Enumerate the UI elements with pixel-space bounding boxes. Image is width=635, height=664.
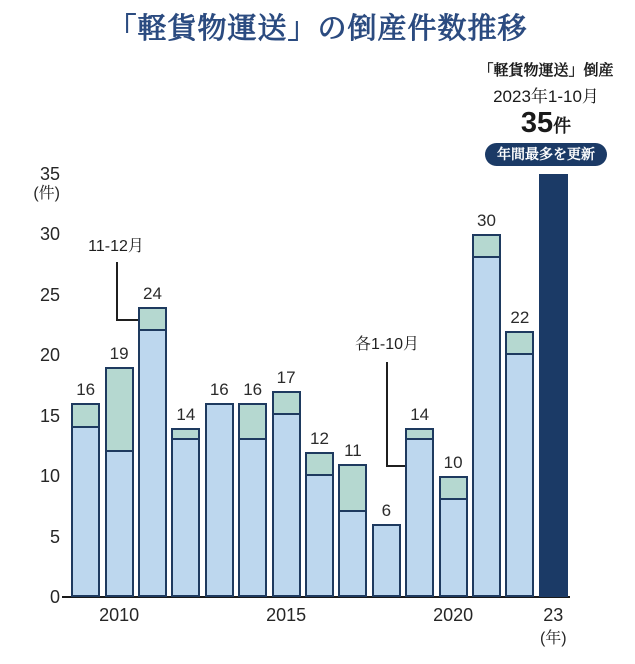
- callout-value: 35: [520, 107, 554, 140]
- bar-segment-nov-dec-2017: [340, 466, 365, 512]
- y-axis-tick-label: 10: [39, 466, 60, 486]
- x-axis-tick-label-23: 23: [543, 605, 564, 625]
- bar-segment-nov-dec-2022: [507, 333, 532, 355]
- x-axis-tick-label-2010: 2010: [99, 605, 140, 625]
- bar-value-label-2022: 22: [510, 307, 530, 327]
- bar-2014: [238, 403, 267, 597]
- bar-segment-nov-dec-2012: [173, 430, 198, 440]
- bar-segment-nov-dec-2011: [140, 309, 165, 331]
- y-axis-tick-label: 20: [39, 345, 60, 365]
- x-axis-tick-label-2015: 2015: [266, 605, 307, 625]
- callout-heading: 「軽貨物運送」倒産: [478, 62, 614, 79]
- y-axis-tick-label: 35: [39, 163, 60, 184]
- bar-2012: [171, 428, 200, 597]
- bar-segment-nov-dec-2019: [407, 430, 432, 440]
- annotation-nov-dec-label: 11-12月: [88, 238, 144, 255]
- bar-2020: [439, 476, 468, 597]
- bar-value-label-2010: 19: [109, 344, 129, 364]
- y-axis-tick-label: 0: [49, 587, 60, 607]
- x-axis-tick-label-2020: 2020: [433, 605, 474, 625]
- bar-2018: [372, 524, 401, 597]
- bar-segment-nov-dec-2021: [474, 236, 499, 258]
- bar-segment-nov-dec-2010: [107, 369, 132, 452]
- annotation-jan-oct-line-vertical: [386, 362, 388, 467]
- bar-value-label-2013: 16: [209, 380, 229, 400]
- bar-value-label-2011: 24: [143, 283, 162, 303]
- annotation-nov-dec-line-vertical: [116, 262, 118, 321]
- bar-value-label-2016: 12: [310, 428, 329, 448]
- bar-segment-nov-dec-2016: [307, 454, 332, 476]
- bar-value-label-2021: 30: [477, 211, 496, 230]
- bar-value-label-2019: 14: [410, 404, 430, 424]
- y-axis-unit-label: (件): [33, 184, 60, 202]
- bar-segment-nov-dec-2009: [73, 405, 98, 427]
- bar-2015: [272, 391, 301, 597]
- bar-2023: [539, 174, 568, 598]
- bar-2009: [71, 403, 100, 597]
- bar-value-label-2009: 16: [76, 380, 96, 400]
- annotation-jan-oct-line-horizontal: [386, 465, 405, 467]
- callout-value-unit: 件: [553, 116, 572, 137]
- bar-2010: [105, 367, 134, 597]
- bar-segment-nov-dec-2015: [274, 393, 299, 415]
- bar-2019: [405, 428, 434, 597]
- bar-value-label-2017: 11: [344, 440, 362, 460]
- page-title: 「軽貨物運送」の倒産件数推移: [107, 13, 528, 45]
- record-badge: 年間最多を更新: [485, 143, 607, 166]
- callout-period: 2023年1-10月: [493, 87, 599, 106]
- bar-2011: [138, 307, 167, 597]
- y-axis-tick-label: 25: [39, 284, 60, 305]
- bar-2013: [205, 403, 234, 597]
- bar-2022: [505, 331, 534, 597]
- bar-value-label-2018: 6: [381, 501, 392, 521]
- x-axis-unit-label: (年): [539, 630, 567, 647]
- bar-segment-nov-dec-2020: [441, 478, 466, 500]
- bar-value-label-2014: 16: [243, 380, 263, 400]
- annotation-jan-oct-label: 各1-10月: [354, 336, 420, 353]
- annotation-nov-dec-line-horizontal: [116, 319, 138, 321]
- y-axis-tick-label: 30: [39, 224, 60, 244]
- y-axis-tick-label: 5: [49, 526, 60, 547]
- bar-value-label-2015: 17: [276, 368, 296, 388]
- y-axis-tick-label: 15: [39, 405, 60, 426]
- bar-2016: [305, 452, 334, 597]
- bar-value-label-2012: 14: [176, 404, 196, 424]
- bar-value-label-2020: 10: [443, 453, 463, 472]
- bar-2021: [472, 234, 501, 597]
- bar-2017: [338, 464, 367, 597]
- bar-segment-nov-dec-2014: [240, 405, 265, 439]
